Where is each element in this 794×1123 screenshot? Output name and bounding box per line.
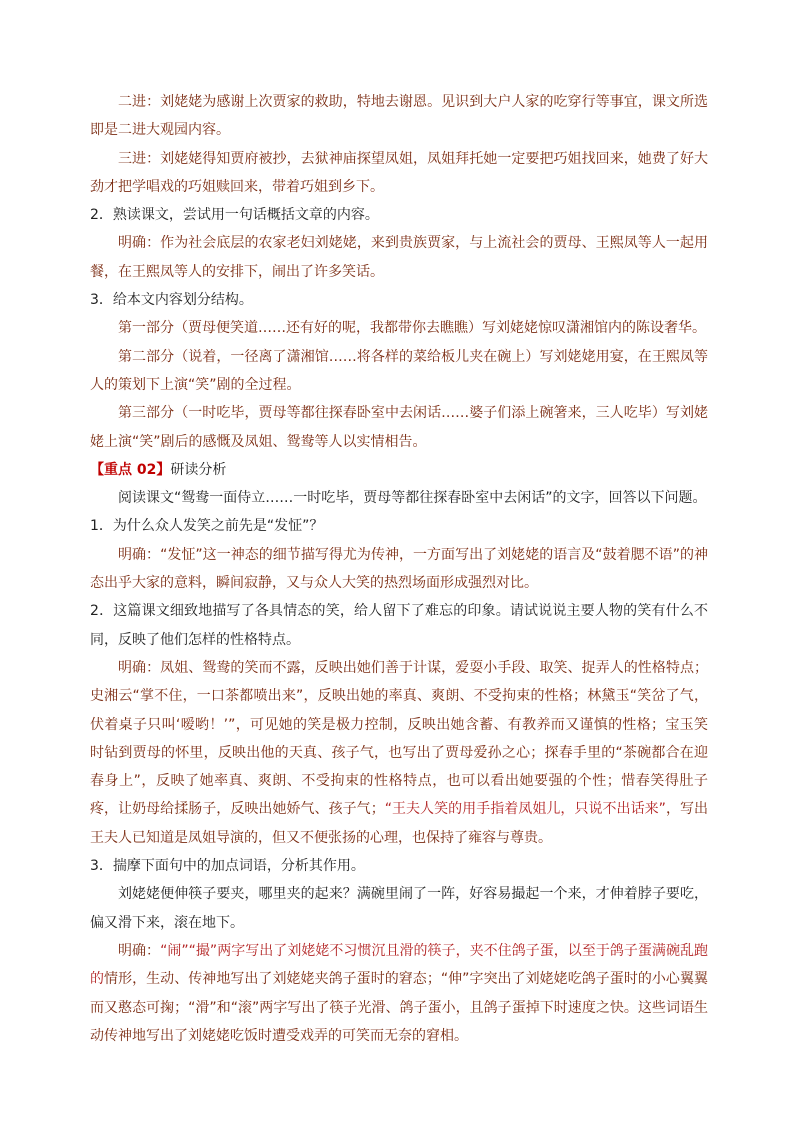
text-segment: 第二部分（说着，一径离了潇湘馆……将各样的菜给板儿夹在碗上）写刘姥姥用宴，在王熙凤等人的策划下上演“笑”剧的全过程。 xyxy=(90,348,708,393)
question-3 xyxy=(90,286,708,314)
answer-label: 明确： xyxy=(118,942,161,959)
highlighted-quote: “王夫人笑的用手指着凤姐儿，只说不出话来” xyxy=(384,801,666,818)
answer-text: 明确：作为社会底层的农家老妇刘姥姥，来到贵族贾家，与上流社会的贾母、王熙凤等人一起用餐，在王熙凤等人的安排下，闹出了许多笑话。 xyxy=(90,235,708,280)
text-segment: 第一部分（贾母便笑道……还有好的呢，我都带你去瞧瞧）写刘姥姥惊叹潇湘馆内的陈设奢华。 xyxy=(118,320,706,337)
analysis-question-1 xyxy=(90,512,708,540)
answer-text: 情形，生动、传神地写出了刘姥姥夹鸽子蛋时的窘态；“伸”字突出了刘姥姥吃鸽子蛋时的小心翼翼而又憨态可掬；“滑”和“滚”两字写出了筷子光滑、鸽子蛋小，且鸽子蛋掉下时速度之快。这些词语生动传神地写出了刘姥姥吃饭时遭受戏弄的可笑而无奈的窘相。 xyxy=(90,971,708,1044)
text-segment: 第三部分（一时吃毕，贾母等都往探春卧室中去闲话……婆子们添上碗箸来，三人吃毕）写刘姥姥上演“笑”剧后的感慨及凤姐、鸳鸯等人以实情相告。 xyxy=(90,405,708,450)
text-segment: 阅读课文“鸳鸯一面侍立……一时吃毕，贾母等都往探春卧室中去闲话”的文字，回答以下问题。 xyxy=(118,490,707,507)
answer-text: 明确：凤姐、鸳鸯的笑而不露，反映出她们善于计谋，爱耍小手段、取笑、捉弄人的性格特点；史湘云“掌不住，一口茶都喷出来”，反映出她的率真、爽朗、不受拘束的性格；林黛玉“笑岔了气，伏着桌子只叫‘嗳哟！’”，可见她的笑是极力控制，反映出她含蓄、有教养而又谨慎的性格；宝玉笑时钻到贾母的怀里，反映出他的天真、孩子气，也写出了贾母爱孙之心；探春手里的“茶碗都合在迎春身上”，反映了她率真、爽朗、不受拘束的性格特点，也可以看出她要强的个性；惜春笑得肚子疼，让奶母给揉肠子，反映出她娇气、孩子气； xyxy=(90,659,708,818)
question-2 xyxy=(90,201,708,229)
analysis-answer-2 xyxy=(90,654,708,852)
highlighted-analysis: “闹”“撮”两字写出了刘姥姥不习惯沉且滑的筷子，夹不住鸽子蛋，以至于鸽子蛋满碗乱跑的 xyxy=(90,942,709,988)
section-heading-text: 研读分析 xyxy=(170,461,227,478)
structure-part-1 xyxy=(90,314,708,342)
text-segment: 二进：刘姥姥为感谢上次贾家的救助，特地去谢恩。见识到大户人家的吃穿行等事宜，课文所选即是二进大观园内容。 xyxy=(90,94,708,139)
answer-text: 明确：“发怔”这一神态的细节描写得尤为传神，一方面写出了刘姥姥的语言及“鼓着腮不语”的神态出乎大家的意料，瞬间寂静，又与众人大笑的热烈场面形成强烈对比。 xyxy=(90,546,708,592)
document-page xyxy=(90,88,708,1050)
structure-part-3 xyxy=(90,399,708,456)
question-text: 3．给本文内容划分结构。 xyxy=(90,292,253,309)
question-text: 2．这篇课文细致地描写了各具情态的笑，给人留下了难忘的印象。请试说说主要人物的笑有什么不同，反映了他们怎样的性格特点。 xyxy=(90,603,708,648)
analysis-answer-1 xyxy=(90,541,708,598)
analysis-question-3 xyxy=(90,852,708,880)
analysis-question-2 xyxy=(90,597,708,654)
answer-2 xyxy=(90,229,708,286)
question-text: 2．熟读课文，尝试用一句话概括文章的内容。 xyxy=(90,207,379,224)
quoted-passage xyxy=(90,880,708,937)
section-heading-key-02 xyxy=(90,456,708,484)
paragraph-second-visit xyxy=(90,88,708,145)
question-text: 1．为什么众人发笑之前先是“发怔”？ xyxy=(90,518,324,535)
structure-part-2 xyxy=(90,343,708,400)
key-point-tag: 【重点 02】 xyxy=(90,461,171,478)
analysis-answer-3 xyxy=(90,937,708,1050)
reading-instruction xyxy=(90,484,708,512)
paragraph-third-visit xyxy=(90,145,708,202)
question-text: 3．揣摩下面句中的加点词语，分析其作用。 xyxy=(90,858,365,875)
answer-text: ，写出王夫人已知道是凤姐导演的，但又不便张扬的心理，也保持了雍容与尊贵。 xyxy=(90,801,709,846)
text-segment: 刘姥姥便伸筷子要夹，哪里夹的起来？满碗里闹了一阵，好容易撮起一个来，才伸着脖子要吃，偏又滑下来，滚在地下。 xyxy=(90,886,708,931)
text-segment: 三进：刘姥姥得知贾府被抄，去狱神庙探望凤姐，凤姐拜托她一定要把巧姐找回来，她费了好大劲才把学唱戏的巧姐赎回来，带着巧姐到乡下。 xyxy=(90,150,708,195)
